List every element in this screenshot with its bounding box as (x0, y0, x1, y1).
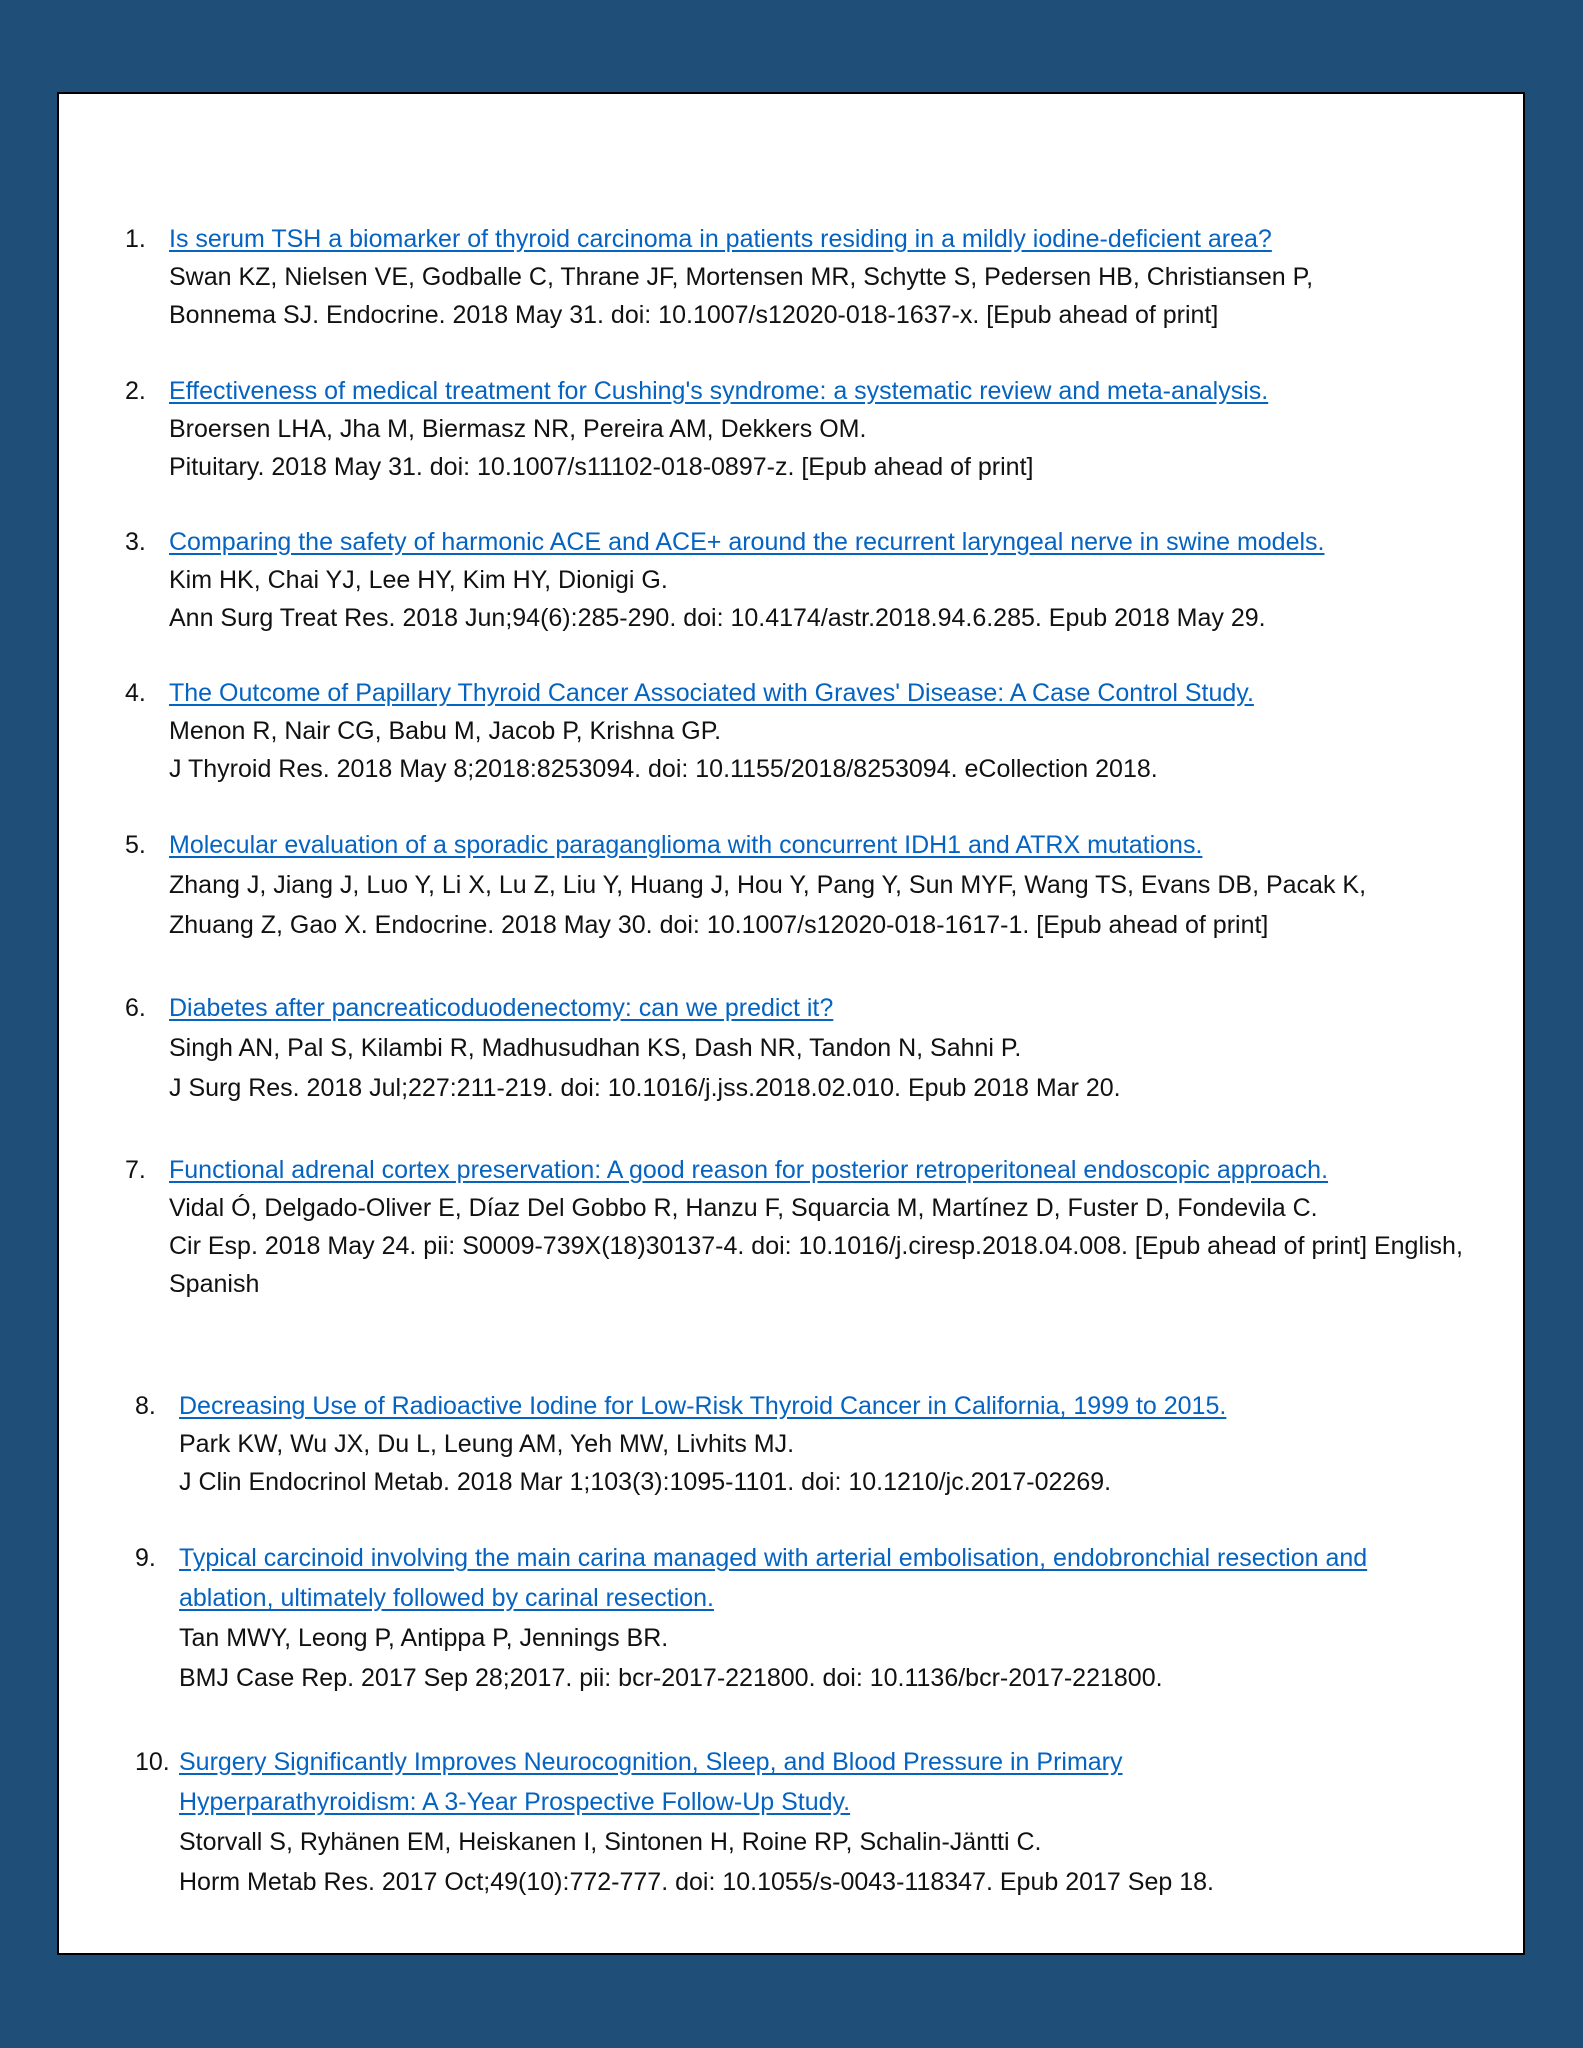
reference-title-link[interactable]: Diabetes after pancreaticoduodenectomy: can we predict it? (169, 994, 834, 1022)
reference-citation: J Surg Res. 2018 Jul;227:211-219. doi: 10.1016/j.jss.2018.02.010. Epub 2018 Mar 20. (169, 1074, 1121, 1102)
reference-number: 7. (125, 1156, 146, 1184)
reference-authors: Kim HK, Chai YJ, Lee HY, Kim HY, Dionigi G. (169, 566, 668, 594)
reference-citation: BMJ Case Rep. 2017 Sep 28;2017. pii: bcr-2017-221800. doi: 10.1136/bcr-2017-221800. (179, 1664, 1163, 1692)
reference-authors: Swan KZ, Nielsen VE, Godballe C, Thrane JF, Mortensen MR, Schytte S, Pedersen HB, Christiansen P, (169, 263, 1314, 291)
reference-number: 6. (125, 994, 146, 1022)
reference-title-link[interactable]: The Outcome of Papillary Thyroid Cancer Associated with Graves' Disease: A Case Control Study. (169, 679, 1254, 707)
reference-number: 4. (125, 679, 146, 707)
reference-title-link[interactable]: Functional adrenal cortex preservation: A good reason for posterior retroperitoneal endoscopic approach. (169, 1156, 1329, 1184)
reference-number: 5. (125, 831, 146, 859)
reference-authors: Menon R, Nair CG, Babu M, Jacob P, Krishna GP. (169, 717, 722, 745)
reference-citation: J Clin Endocrinol Metab. 2018 Mar 1;103(3):1095-1101. doi: 10.1210/jc.2017-02269. (179, 1468, 1112, 1496)
reference-number: 2. (125, 377, 146, 405)
reference-number: 8. (135, 1392, 156, 1420)
reference-number: 1. (125, 225, 146, 253)
reference-citation: Ann Surg Treat Res. 2018 Jun;94(6):285-290. doi: 10.4174/astr.2018.94.6.285. Epub 2018 May 29. (169, 604, 1266, 632)
reference-number: 3. (125, 528, 146, 556)
reference-citation: Zhuang Z, Gao X. Endocrine. 2018 May 30. doi: 10.1007/s12020-018-1617-1. [Epub ahead of print] (169, 911, 1269, 939)
reference-title-link[interactable]: Typical carcinoid involving the main carina managed with arterial embolisation, endobronchial resection and ablation, ultimately followed by carinal resection. (179, 1544, 1368, 1612)
document-page (57, 92, 1525, 1955)
reference-citation: J Thyroid Res. 2018 May 8;2018:8253094. doi: 10.1155/2018/8253094. eCollection 2018. (169, 755, 1158, 783)
reference-number: 10. (135, 1748, 170, 1776)
reference-authors: Storvall S, Ryhänen EM, Heiskanen I, Sintonen H, Roine RP, Schalin-Jäntti C. (179, 1828, 1042, 1856)
reference-title-link[interactable]: Comparing the safety of harmonic ACE and ACE+ around the recurrent laryngeal nerve in swine models. (169, 528, 1325, 556)
reference-citation: Pituitary. 2018 May 31. doi: 10.1007/s11102-018-0897-z. [Epub ahead of print] (169, 453, 1034, 481)
reference-authors: Tan MWY, Leong P, Antippa P, Jennings BR. (179, 1624, 669, 1652)
reference-title-link[interactable]: Is serum TSH a biomarker of thyroid carcinoma in patients residing in a mildly iodine-deficient area? (169, 225, 1272, 253)
reference-authors: Broersen LHA, Jha M, Biermasz NR, Pereira AM, Dekkers OM. (169, 415, 867, 443)
reference-title-link[interactable]: Effectiveness of medical treatment for Cushing's syndrome: a systematic review and meta-analysis. (169, 377, 1269, 405)
reference-title-link[interactable]: Surgery Significantly Improves Neurocognition, Sleep, and Blood Pressure in Primary Hyperparathyroidism: A 3-Year Prospective Follow-Up Study. (179, 1748, 1123, 1816)
reference-authors: Singh AN, Pal S, Kilambi R, Madhusudhan KS, Dash NR, Tandon N, Sahni P. (169, 1034, 1022, 1062)
reference-title-link[interactable]: Molecular evaluation of a sporadic paraganglioma with concurrent IDH1 and ATRX mutations. (169, 831, 1203, 859)
reference-number: 9. (135, 1544, 156, 1572)
reference-citation: Horm Metab Res. 2017 Oct;49(10):772-777. doi: 10.1055/s-0043-118347. Epub 2017 Sep 18. (179, 1868, 1214, 1896)
reference-authors: Vidal Ó, Delgado-Oliver E, Díaz Del Gobbo R, Hanzu F, Squarcia M, Martínez D, Fuster D, Fondevila C. (169, 1194, 1318, 1222)
reference-authors: Zhang J, Jiang J, Luo Y, Li X, Lu Z, Liu Y, Huang J, Hou Y, Pang Y, Sun MYF, Wang TS, Evans DB, Pacak K, (169, 871, 1367, 899)
reference-citation: Cir Esp. 2018 May 24. pii: S0009-739X(18)30137-4. doi: 10.1016/j.ciresp.2018.04.008. [Epub ahead of print] English, Spanish (169, 1232, 1463, 1298)
reference-citation: Bonnema SJ. Endocrine. 2018 May 31. doi: 10.1007/s12020-018-1637-x. [Epub ahead of print] (169, 301, 1219, 329)
reference-title-link[interactable]: Decreasing Use of Radioactive Iodine for Low-Risk Thyroid Cancer in California, 1999 to 2015. (179, 1392, 1227, 1420)
reference-authors: Park KW, Wu JX, Du L, Leung AM, Yeh MW, Livhits MJ. (179, 1430, 795, 1458)
